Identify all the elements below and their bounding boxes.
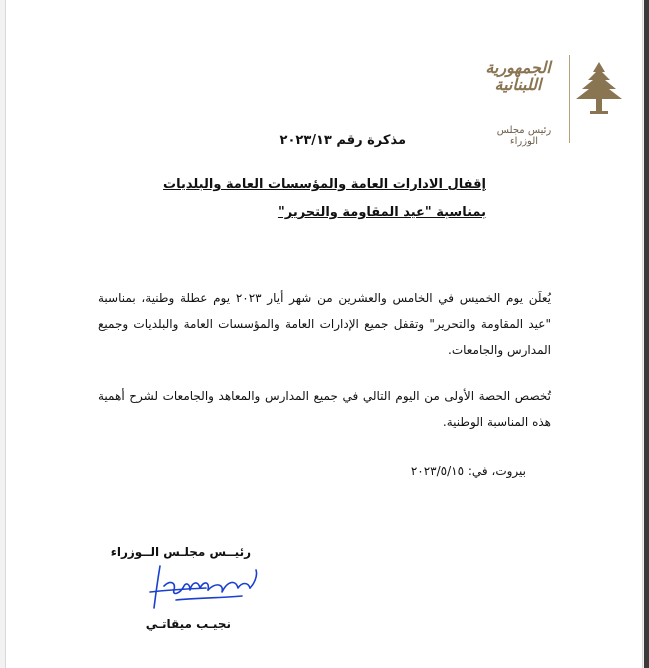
scrollbar-thumb[interactable] [644, 0, 649, 668]
crest-title: الجمهورية اللبنانية [485, 58, 551, 94]
signer-name: نجيـب ميقاتـي [145, 617, 231, 631]
cedar-tree-icon [572, 60, 626, 116]
crest-subtitle: رئيس مجلس الوزراء [496, 125, 552, 147]
crest-divider [569, 55, 570, 143]
subject-line-1: إقفال الادارات العامة والمؤسسات العامة والبلديات [163, 177, 486, 192]
handwritten-signature [146, 562, 261, 614]
body-paragraph-1: يُعلَن يوم الخميس في الخامس والعشرين من شهر أيار ٢٠٢٣ يوم عطلة وطنية، بمناسبة "عيد المقاومة والتحرير" وتقفل جميع الإدارات العامة والمؤسسات العامة والبلديات وجميع المدارس والجامعات. [98, 291, 551, 357]
memo-number: مذكرة رقم ٢٠٢٣/١٣ [279, 133, 406, 148]
body-paragraph-2: تُخصص الحصة الأولى من اليوم التالي في جميع المدارس والمعاهد والجامعات لشرح أهمية هذه المناسبة الوطنية. [98, 389, 551, 429]
letterhead-crest [468, 55, 628, 150]
scrollbar[interactable] [644, 0, 649, 668]
subject-line-2: بمناسبة "عيد المقاومة والتحرير" [277, 205, 486, 220]
signer-title: رئيــس مجلـس الــوزراء [110, 545, 251, 559]
date-line: بيروت، في: ٢٠٢٣/٥/١٥ [410, 464, 526, 478]
document-page [6, 0, 642, 668]
